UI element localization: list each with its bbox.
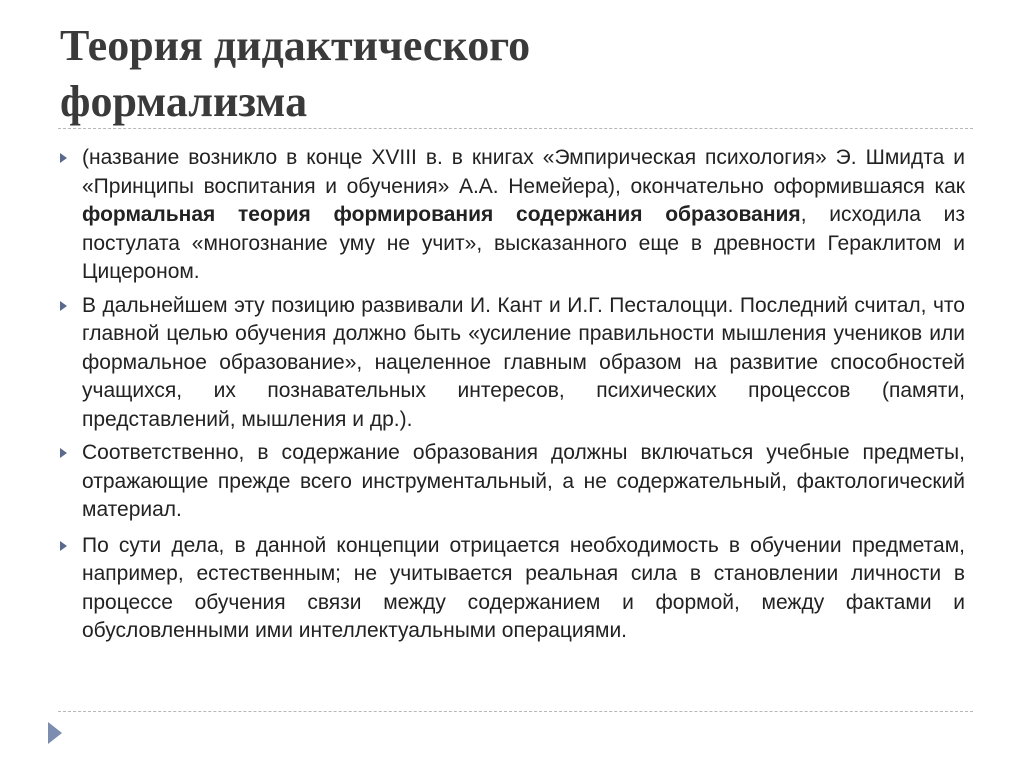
item-1-bold-term: формальная теория формирования содержания образования xyxy=(82,203,801,226)
item-1-text-after: , исходила из постулата «многознание уму не учит», высказанного еще в древности Гераклитом и Цицероном. xyxy=(82,203,965,283)
list-item xyxy=(60,292,965,435)
list-item xyxy=(60,532,965,646)
item-4-text: По сути дела, в данной концепции отрицается необходимость в обучении предметам, например, естественным; не учитывается реальная сила в становлении личности в процессе обучения связи между содержанием и формой, между фактами и обусловленными ими интеллектуальными операциями. xyxy=(82,533,965,642)
bullet-triangle-icon xyxy=(60,301,67,311)
list-item xyxy=(60,144,965,287)
item-1-text-before: (название возникло в конце XVIII в. в книгах «Эмпирическая психология» Э. Шмидта и «Принципы воспитания и обучения» А.А. Немейера), окончательно оформившаяся как xyxy=(82,146,965,198)
bullet-triangle-icon xyxy=(60,541,67,551)
next-slide-arrow-icon[interactable] xyxy=(48,722,62,744)
item-3-text: Соответственно, в содержание образования должны включаться учебные предметы, отражающие прежде всего инструментальный, а не содержательный, фактологический материал. xyxy=(82,441,965,521)
title-divider xyxy=(58,128,973,129)
list-item xyxy=(60,439,965,525)
bullet-list xyxy=(60,144,965,650)
slide-title xyxy=(60,18,960,130)
bullet-triangle-icon xyxy=(60,448,67,458)
bullet-triangle-icon xyxy=(60,153,67,163)
footer-divider xyxy=(58,711,973,712)
item-2-text: В дальнейшем эту позицию развивали И. Кант и И.Г. Песталоцци. Последний считал, что главной целью обучения должно быть «усиление правильности мышления учеников или формальное образование», нацеленное главным образом на развитие способностей учащихся, их познавательных интересов, психических процессов (памяти, представлений, мышления и др.). xyxy=(82,293,965,431)
title-line-1: Теория дидактического xyxy=(60,21,531,70)
title-line-2: формализма xyxy=(60,77,308,126)
